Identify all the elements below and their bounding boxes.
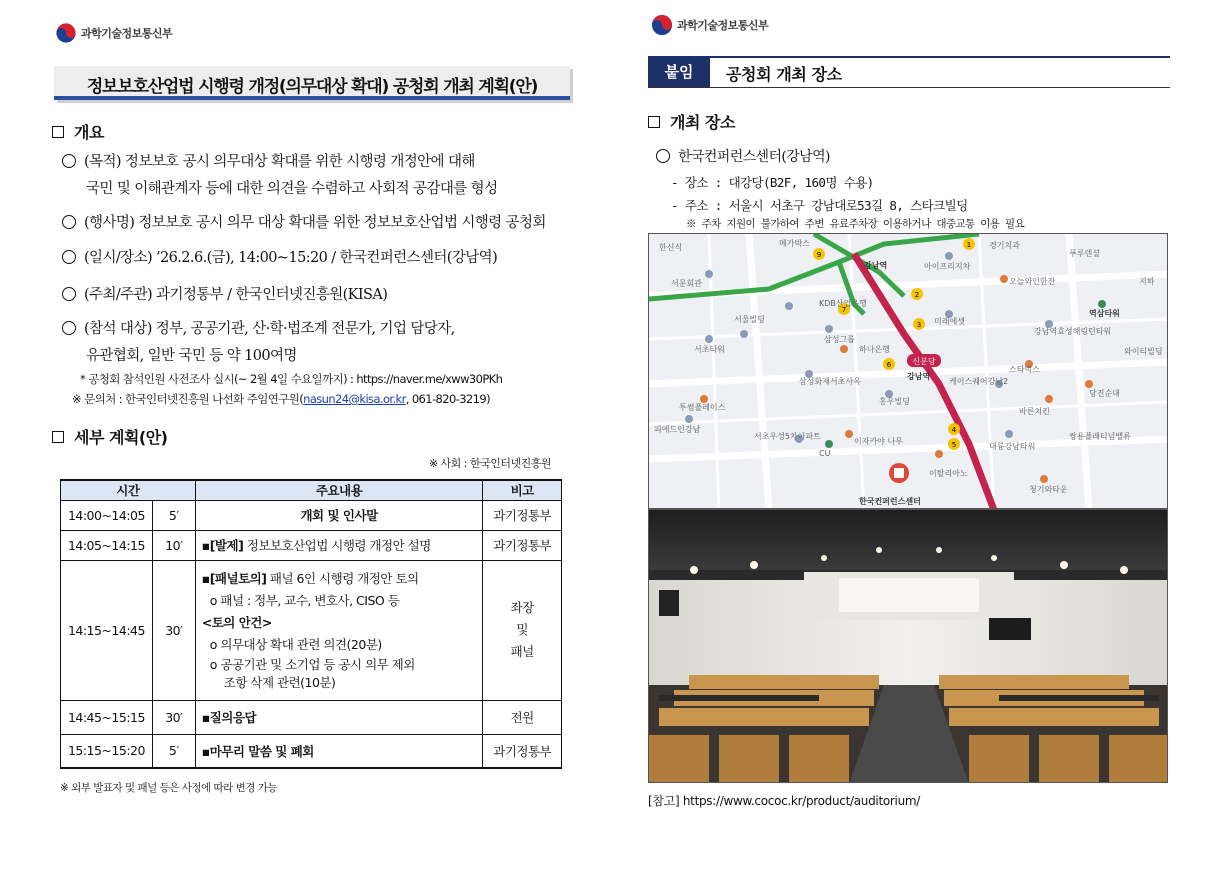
duration-cell: 30′ xyxy=(152,700,195,734)
parking-note: ※ 주차 지원이 불가하여 주변 유료주차장 이용하거나 대중교통 이용 필요 xyxy=(686,218,1025,230)
map-label-kdb: KDB산업은행 xyxy=(819,299,867,308)
ministry-header xyxy=(55,22,172,44)
overview-item-attendees: (참석 대상) 정부, 공공기관, 산·학·법조계 전문가, 기업 담당자, 유관협회, 일반 국민 등 약 100여명 xyxy=(62,316,455,370)
content-cell: ▪[패널토의] 패널 6인 시행령 개정안 토의 o 패널 : 정부, 교수, 변호사, CISO 등 <토의 안건> o 의무대상 확대 관련 의견(20분) o 공공기관 및 소기업 등 공시 의무 제외 조항 삭제 관련(10분) xyxy=(195,560,483,700)
overview-heading: 개요 xyxy=(52,120,104,143)
map-label-jiha: 지하 xyxy=(1139,277,1155,286)
map-label-starbucks: 스타벅스 xyxy=(1009,365,1040,374)
svg-text:7: 7 xyxy=(841,306,847,314)
col-header-time: 시간 xyxy=(61,480,196,500)
square-bullet-icon xyxy=(52,126,64,138)
duration-cell: 30′ xyxy=(152,560,195,700)
content-cell: ▪질의응답 xyxy=(195,700,483,734)
circle-bullet-icon xyxy=(62,154,76,168)
map-label-barun: 바른치킨 xyxy=(1019,407,1050,416)
moderator-note: ※ 사회 : 한국인터넷진흥원 xyxy=(428,457,551,470)
map-label-seomun: 서문회관 xyxy=(671,279,702,288)
circle-bullet-icon xyxy=(62,321,76,335)
time-cell: 14:15~14:45 xyxy=(61,560,153,700)
map-label-ijaka: 이자카야 나무 xyxy=(854,437,903,446)
reference-link[interactable]: [참고] https://www.cococ.kr/product/auditorium/ xyxy=(648,794,921,808)
map-label-gangnam-station: 강남역 xyxy=(864,261,888,270)
contact-email-link[interactable]: nasun24@kisa.or.kr xyxy=(303,392,406,406)
auditorium-photo xyxy=(648,509,1168,783)
right-page xyxy=(611,0,1222,883)
annex-header xyxy=(648,56,1170,88)
map-label-gangnam-2: 강남역 xyxy=(907,372,931,381)
content-cell: 개회 및 인사말 xyxy=(195,500,483,530)
map-label-megabox: 메가박스 xyxy=(779,239,810,248)
col-header-content: 주요내용 xyxy=(195,480,483,500)
svg-text:5: 5 xyxy=(951,441,957,449)
svg-text:1: 1 xyxy=(966,241,972,249)
map-label-cu: CU xyxy=(819,449,831,458)
note-cell: 좌장 및 패널 xyxy=(483,560,562,700)
map-label-idc: 아이프리지차 xyxy=(924,262,971,271)
svg-text:2: 2 xyxy=(914,291,920,299)
note-cell: 과기정통부 xyxy=(483,530,562,560)
overview-item-event-name: (행사명) 정보보호 공시 의무 대상 확대를 위한 정보보호산업법 시행령 공청회 xyxy=(62,210,546,237)
map-label-ssangyong: 쌍용플래티넘밸류 xyxy=(1069,432,1131,441)
contact-note: ※ 문의처 : 한국인터넷진흥원 나선화 주임연구원(nasun24@kisa.or.kr, 061-820-3219) xyxy=(72,392,490,406)
note-cell: 전원 xyxy=(483,700,562,734)
svg-text:4: 4 xyxy=(951,426,957,434)
square-bullet-icon xyxy=(52,431,64,443)
table-footnote: ※ 외부 발표자 및 패널 등은 사정에 따라 변경 가능 xyxy=(60,782,278,794)
square-bullet-icon xyxy=(648,116,660,128)
document-title: 정보보호산업법 시행령 개정(의무대상 확대) 공청회 개최 계획(안) xyxy=(86,77,538,97)
time-cell: 15:15~15:20 xyxy=(61,734,153,768)
table-row xyxy=(61,700,562,734)
overview-item-host: (주최/주관) 과기정통부 / 한국인터넷진흥원(KISA) xyxy=(62,282,387,309)
map-label-seocho-tower: 서초타워 xyxy=(694,345,725,354)
content-cell: ▪마무리 말씀 및 폐회 xyxy=(195,734,483,768)
map-label-tuum: 투썸플레이스 xyxy=(679,403,726,412)
time-cell: 14:00~14:05 xyxy=(61,500,153,530)
table-header-row xyxy=(61,480,562,500)
map-label-yeoksam: 역삼타워 xyxy=(1089,309,1120,318)
government-logo-icon xyxy=(651,14,673,36)
note-cell: 과기정통부 xyxy=(483,500,562,530)
annex-tag: 붙임 xyxy=(648,58,710,87)
overview-item-purpose: (목적) 정보보호 공시 의무대상 확대를 위한 시행령 개정안에 대해 국민 및 이해관계자 등에 대한 의견을 수렴하고 사회적 공감대를 형성 xyxy=(62,149,497,203)
venue-place: - 장소 : 대강당(B2F, 160명 수용) xyxy=(671,175,874,190)
ministry-header xyxy=(651,14,768,36)
map-label-sinbundang: 신분당 xyxy=(912,357,936,366)
map-label-dental: 경기치과 xyxy=(989,241,1020,250)
svg-text:9: 9 xyxy=(816,251,822,259)
note-cell: 과기정통부 xyxy=(483,734,562,768)
duration-cell: 10′ xyxy=(152,530,195,560)
venue-address: - 주소 : 서울시 서초구 강남대로53길 8, 스타크빌딩 xyxy=(671,198,968,213)
duration-cell: 5′ xyxy=(152,734,195,768)
annex-title: 공청회 개최 장소 xyxy=(726,65,842,84)
map-label-waii: 와이티빌딩 xyxy=(1124,347,1163,356)
map-label-hongwoo: 홍우빌딩 xyxy=(879,397,910,406)
svg-text:3: 3 xyxy=(916,321,922,329)
venue-name: 한국컨퍼런스센터(강남역) xyxy=(656,146,830,166)
circle-bullet-icon xyxy=(62,250,76,264)
map-label-conference-center: 한국컨퍼런스센터 xyxy=(859,497,921,506)
map-label-ohwool: 오늘와인한잔 xyxy=(1009,277,1056,286)
map-label-hanshin: 한신식 xyxy=(659,243,683,252)
ministry-name: 과학기술정보통신부 xyxy=(677,19,769,32)
table-row xyxy=(61,734,562,768)
table-row xyxy=(61,500,562,530)
map-label-hana: 하나은행 xyxy=(859,345,890,354)
map-label-samsung: 삼성그룹 xyxy=(824,335,855,344)
map-label-samsung-fire: 삼성화재서초사옥 xyxy=(799,377,861,386)
ministry-name: 과학기술정보통신부 xyxy=(81,27,173,40)
circle-bullet-icon xyxy=(62,215,76,229)
time-cell: 14:45~15:15 xyxy=(61,700,153,734)
map-label-seocho-apt: 서초우성5차아파트 xyxy=(754,432,821,441)
svg-text:6: 6 xyxy=(886,361,892,369)
col-header-note: 비고 xyxy=(483,480,562,500)
map-label-ittaly: 이탈리아노 xyxy=(929,469,968,478)
detail-heading: 세부 계획(안) xyxy=(52,425,167,448)
duration-cell: 5′ xyxy=(152,500,195,530)
document-title-box xyxy=(54,66,570,100)
schedule-table xyxy=(60,479,562,769)
map-label-daerung: 대륭강남타워 xyxy=(989,442,1036,451)
map-label-gangnam-hyosung: 강남역효성해링턴타워 xyxy=(1034,327,1112,336)
map-label-prudential: 푸루덴셜 xyxy=(1069,249,1100,258)
map-label-chicken: 청기와타운 xyxy=(1029,485,1068,494)
government-logo-icon xyxy=(55,22,77,44)
venue-heading: 개최 장소 xyxy=(648,110,735,133)
auditorium-image xyxy=(649,510,1168,783)
circle-bullet-icon xyxy=(656,149,670,163)
location-map[interactable] xyxy=(648,233,1168,509)
overview-item-datetime: (일시/장소) ’26.2.6.(금), 14:00~15:20 / 한국컨퍼런스센터(강남역) xyxy=(62,245,497,272)
map-label-seoul-building: 서울빌딩 xyxy=(734,315,765,324)
content-cell: ▪[발제] 정보보호산업법 시행령 개정안 설명 xyxy=(195,530,483,560)
map-label-kesquare: 케이스퀘어강남2 xyxy=(949,377,1009,386)
time-cell: 14:05~14:15 xyxy=(61,530,153,560)
table-row xyxy=(61,530,562,560)
map-label-pied: 피에드인강남 xyxy=(654,425,701,434)
circle-bullet-icon xyxy=(62,287,76,301)
survey-note: * 공청회 참석인원 사전조사 실시(~ 2월 4일 수요일까지) : https://naver.me/xww30PKh xyxy=(80,372,503,386)
map-label-mirae: 미래에셋 xyxy=(934,317,965,326)
map-label-dangjin: 당진순대 xyxy=(1089,389,1120,398)
table-row xyxy=(61,560,562,700)
map-drawing xyxy=(649,234,1168,509)
